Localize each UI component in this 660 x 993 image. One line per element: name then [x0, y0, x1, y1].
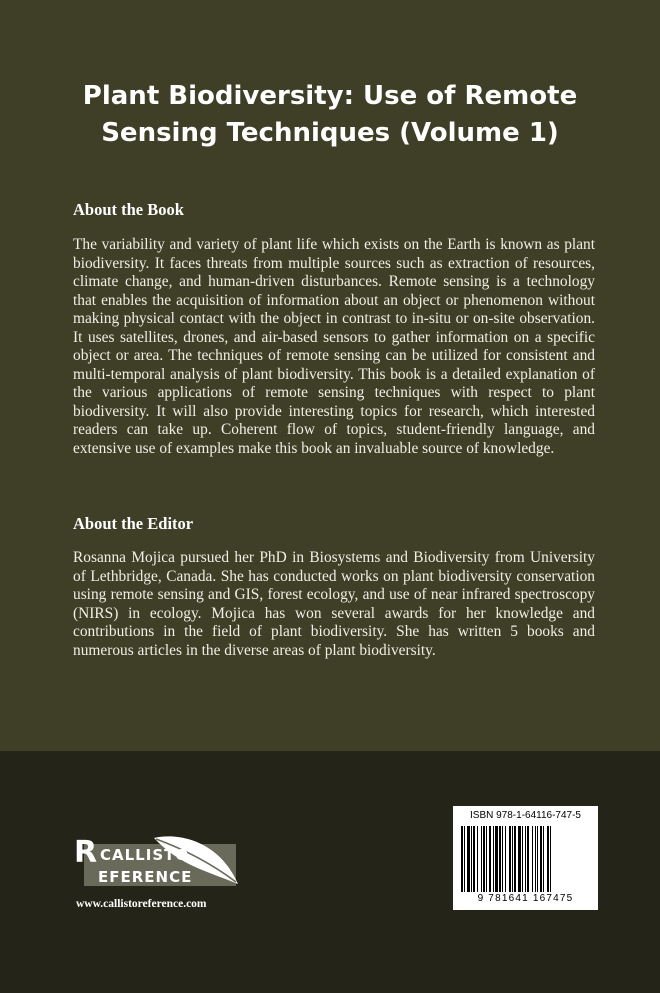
about-editor-text: Rosanna Mojica pursued her PhD in Biosystems and Biodiversity from University of Lethbridge, Canada. She has conducted works on plant biodiversity conservation using remote sensing and GIS, forest ecology, and use of near infrared spectroscopy (NIRS) in ecology. Mojica has won several awards for her knowledge and contributions in the field of plant biodiversity. She has written 5 books and numerous articles in the diverse areas of plant biodiversity. — [73, 549, 595, 659]
about-book-heading: About the Book — [73, 200, 184, 219]
logo-word-callisto: CALLISTO — [100, 846, 190, 864]
logo-initial: R — [74, 835, 98, 870]
about-book-text: The variability and variety of plant life which exists on the Earth is known as plant biodiversity. It faces threats from multiple sources such as extraction of resources, climate change, and human-driven disturbances. Remote sensing is a technology that enables the acquisition of information about an object or phenomenon without making physical contact with the object in contrast to in-situ or on-site observation. It uses satellites, drones, and air-based sensors to gather information on a specific object or area. The techniques of remote sensing can be utilized for consistent and multi-temporal analysis of plant biodiversity. This book is a detailed explanation of the various applications of remote sensing techniques with respect to plant biodiversity. It will also provide interesting topics for research, which interested readers can take up. Coherent flow of topics, student-friendly language, and extensive use of examples make this book an invaluable source of knowledge. — [73, 236, 595, 457]
publisher-url: www.callistoreference.com — [76, 898, 207, 910]
book-title: Plant Biodiversity: Use of Remote Sensing Techniques (Volume 1) — [82, 81, 578, 148]
about-editor-heading: About the Editor — [73, 514, 194, 533]
isbn-label: ISBN 978-1-64116-747-5 — [470, 810, 581, 821]
barcode — [453, 806, 598, 910]
barcode-digits: 9 781641 167475 — [477, 893, 574, 904]
logo-word-reference: EFERENCE — [98, 868, 193, 886]
publisher-logo — [74, 832, 244, 902]
barcode-bars — [459, 826, 592, 896]
